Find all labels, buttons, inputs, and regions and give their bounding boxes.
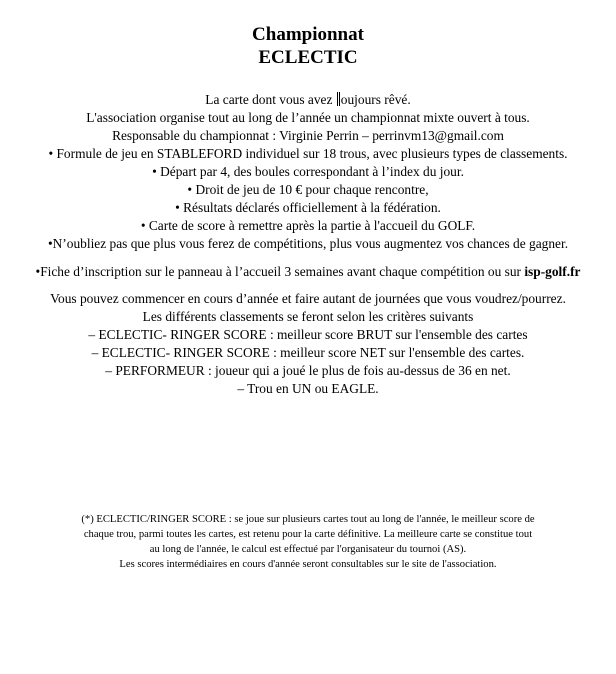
classements-section xyxy=(0,290,616,398)
bullet-formule: • Formule de jeu en STABLEFORD individuel sur 18 trous, avec plusieurs types de classements. xyxy=(48,146,568,161)
classement-item-net: – ECLECTIC- RINGER SCORE : meilleur score NET sur l'ensemble des cartes. xyxy=(91,345,525,360)
bullet-competitions: •N’oubliez pas que plus vous ferez de compétitions, plus vous augmentez vos chances de gagner. xyxy=(47,236,569,251)
classement-item-brut: – ECLECTIC- RINGER SCORE : meilleur score BRUT sur l'ensemble des cartes xyxy=(88,327,528,342)
intro-line-1-start: La carte dont vous avez xyxy=(205,92,336,107)
intro-section xyxy=(0,91,616,253)
classements-intro-1: Vous pouvez commencer en cours d’année et faire autant de journées que vous voudrez/pourrez. xyxy=(50,291,566,306)
classements-intro-2: Les différents classements se feront selon les critères suivants xyxy=(142,309,474,324)
text-cursor xyxy=(337,92,340,106)
classement-item-performeur: – PERFORMEUR : joueur qui a joué le plus de fois au-dessus de 36 en net. xyxy=(105,363,511,378)
footnote-line-3: au long de l'année, le calcul est effectué par l'organisateur du tournoi (AS). xyxy=(149,544,467,555)
site-link[interactable]: isp-golf.fr xyxy=(524,264,581,279)
title-line-2: ECLECTIC xyxy=(258,47,358,68)
footnote-line-2: chaque trou, parmi toutes les cartes, est retenu pour la carte définitive. La meilleure carte se constitue tout xyxy=(83,529,533,540)
bullet-depart: • Départ par 4, des boules correspondant à l’index du jour. xyxy=(152,164,464,179)
classement-item-trou-en-un: – Trou en UN ou EAGLE. xyxy=(237,381,379,396)
intro-line-1-end: oujours rêvé. xyxy=(340,92,411,107)
intro-line-1 xyxy=(0,91,616,109)
title-line-1: Championnat xyxy=(252,24,364,45)
responsable-line: Responsable du championnat : Virginie Perrin – perrinvm13@gmail.com xyxy=(112,128,504,143)
footnote-line-1: (*) ECLECTIC/RINGER SCORE : se joue sur plusieurs cartes tout au long de l'année, le meilleur score de xyxy=(81,514,535,525)
bullet-droit-de-jeu: • Droit de jeu de 10 € pour chaque rencontre, xyxy=(187,182,429,197)
inscription-text: •Fiche d’inscription sur le panneau à l’accueil 3 semaines avant chaque compétition ou sur xyxy=(35,264,525,279)
inscription-line xyxy=(0,263,616,281)
footnote xyxy=(0,512,616,572)
bullet-carte-de-score: • Carte de score à remettre après la partie à l'accueil du GOLF. xyxy=(140,218,476,233)
intro-line-2: L'association organise tout au long de l’année un championnat mixte ouvert à tous. xyxy=(86,110,530,125)
inscription-section xyxy=(0,263,616,281)
bullet-resultats: • Résultats déclarés officiellement à la fédération. xyxy=(175,200,441,215)
footnote-line-4: Les scores intermédiaires en cours d'année seront consultables sur le site de l'association. xyxy=(119,559,497,570)
